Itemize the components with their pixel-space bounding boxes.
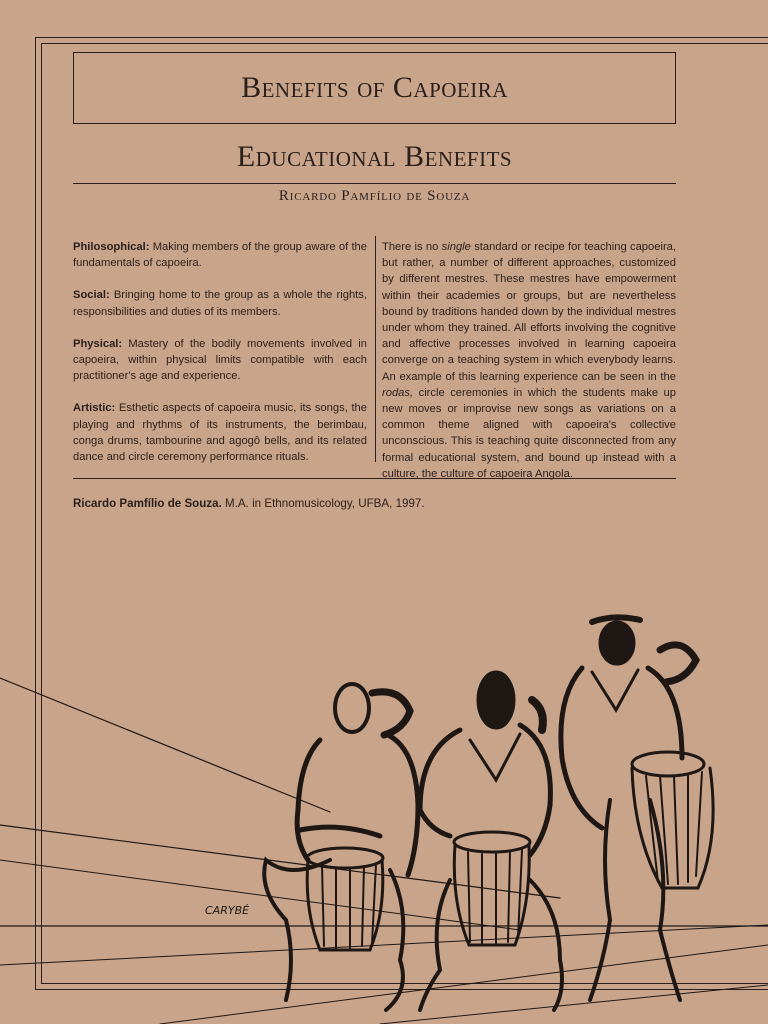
benefit-label: Artistic: <box>73 402 116 415</box>
author-byline: Ricardo Pamfílio de Souza <box>278 188 471 204</box>
benefit-label: Physical: <box>73 337 123 350</box>
benefit-label: Philosophical: <box>73 241 150 253</box>
paragraph-text: There is no <box>382 241 442 253</box>
benefit-text: Bringing home to the group as a whole the rights, responsibilities and duties of its members. <box>73 289 367 318</box>
benefits-column <box>73 239 367 481</box>
perspective-line <box>380 985 768 1024</box>
benefit-physical <box>73 336 367 385</box>
bio-name: Ricardo Pamfílio de Souza. <box>73 497 222 510</box>
benefit-text: Mastery of the bodily movements involved in capoeira, within physical limits compatible with each practitioner's age and experience. <box>73 337 368 383</box>
content-rule <box>73 478 676 479</box>
drummers-illustration <box>0 600 768 1024</box>
perspective-line <box>0 678 330 812</box>
emphasis-rodas: rodas, <box>382 386 414 399</box>
emphasis-single: single <box>441 241 471 253</box>
benefit-artistic <box>73 400 367 465</box>
teaching-paragraph <box>382 239 676 482</box>
section-title: Educational Benefits <box>236 140 513 173</box>
title-rule <box>73 183 676 184</box>
benefit-label: Social: <box>73 289 110 302</box>
drummer-middle <box>420 673 562 1010</box>
paragraph-text: standard or recipe for teaching capoeira, but rather, a number of different approaches, customized by different mestres. These mestres have empowerment within their academies or groups, but are nevertheless bound by traditions handed down by the individual mestres under whom they trained. All efforts involving the cognitive and affective processes involved in learning capoeira converge on a teaching system in which everybody learns. An example of this learning experience can be seen in the <box>382 241 677 383</box>
main-title: Benefits of Capoeira <box>241 71 508 104</box>
perspective-line <box>0 825 560 898</box>
benefit-text: Making members of the group aware of the fundamentals of capoeira. <box>73 241 367 270</box>
perspective-line <box>0 925 768 965</box>
paragraph-text: circle ceremonies in which the students make up new moves or improvise new songs as variations on a common theme aligned with capoeira's collective unconscious. This is teaching quite disconnected from any formal educational system, and bound up instead with a culture, the culture of capoeira Angola. <box>382 386 676 480</box>
bio-credentials: M.A. in Ethnomusicology, UFBA, 1997. <box>221 497 425 510</box>
author-bio <box>73 497 425 510</box>
column-divider <box>375 236 376 462</box>
benefit-text: Esthetic aspects of capoeira music, its songs, the playing and rhythms of its instruments, the berimbau, conga drums, tambourine and agogô bells, and its related dance and circle ceremony performance rituals. <box>73 402 367 464</box>
benefit-social <box>73 287 367 319</box>
benefit-philosophical <box>73 239 367 271</box>
title-box <box>73 52 676 124</box>
drum-right <box>632 752 713 888</box>
drum-middle <box>454 832 530 945</box>
artist-signature: CARYBÉ <box>205 904 250 917</box>
